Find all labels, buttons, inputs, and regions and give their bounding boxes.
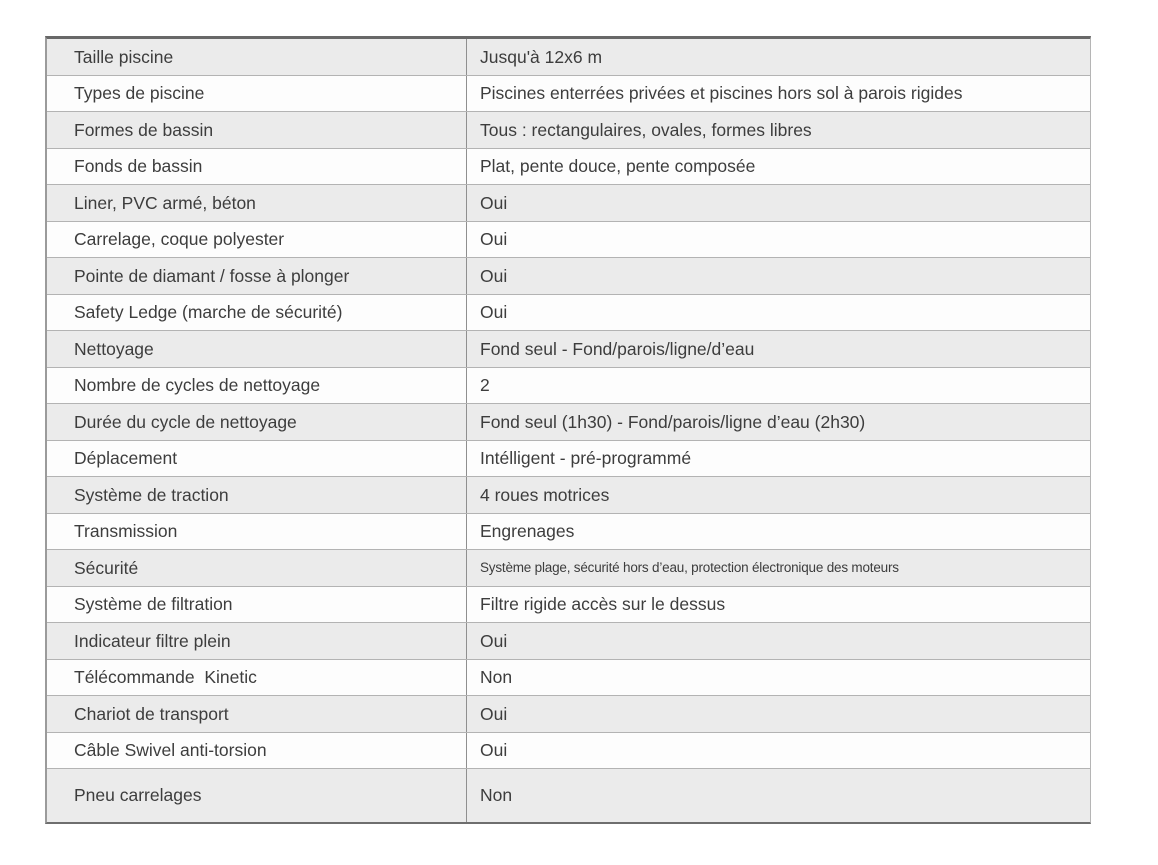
- table-row: [47, 696, 1090, 733]
- row-value: Fond seul (1h30) - Fond/parois/ligne d’eau (2h30): [480, 411, 866, 432]
- table-row: [47, 404, 1090, 441]
- table-row: [47, 295, 1090, 332]
- table-row: [47, 112, 1090, 149]
- table-row: [47, 477, 1090, 514]
- row-label: Transmission: [47, 514, 467, 550]
- row-value: Non: [480, 667, 513, 688]
- row-label: Liner, PVC armé, béton: [47, 185, 467, 221]
- row-value: Jusqu'à 12x6 m: [480, 46, 603, 67]
- table-row: [47, 733, 1090, 770]
- table-row: [47, 368, 1090, 405]
- table-row: [47, 76, 1090, 113]
- row-value: Oui: [480, 630, 508, 651]
- row-label: Sécurité: [47, 550, 467, 586]
- table-row: [47, 660, 1090, 697]
- row-label: Fonds de bassin: [47, 149, 467, 185]
- row-label: Pneu carrelages: [47, 769, 467, 822]
- table-row: [47, 623, 1090, 660]
- row-label: Durée du cycle de nettoyage: [47, 404, 467, 440]
- table-row: [47, 149, 1090, 186]
- row-label: Safety Ledge (marche de sécurité): [47, 295, 467, 331]
- row-label: Câble Swivel anti-torsion: [47, 733, 467, 769]
- row-value: Oui: [480, 302, 508, 323]
- table-row: [47, 258, 1090, 295]
- row-value: Oui: [480, 740, 508, 761]
- table-row: [47, 550, 1090, 587]
- row-value: Piscines enterrées privées et piscines hors sol à parois rigides: [480, 83, 963, 104]
- row-value: Engrenages: [480, 521, 575, 542]
- table-row: [47, 331, 1090, 368]
- row-value: Oui: [480, 265, 508, 286]
- row-value: Tous : rectangulaires, ovales, formes libres: [480, 119, 812, 140]
- row-value: Système plage, sécurité hors d’eau, protection électronique des moteurs: [480, 559, 899, 575]
- row-value: Oui: [480, 703, 508, 724]
- table-row: [47, 587, 1090, 624]
- row-value: Filtre rigide accès sur le dessus: [480, 594, 726, 615]
- row-label: Formes de bassin: [47, 112, 467, 148]
- row-value: 4 roues motrices: [480, 484, 610, 505]
- row-value: Intélligent - pré-programmé: [480, 448, 692, 469]
- spec-table: [45, 36, 1091, 824]
- row-label: Nombre de cycles de nettoyage: [47, 368, 467, 404]
- row-label: Télécommande Kinetic: [47, 660, 467, 696]
- row-value: 2: [480, 375, 490, 396]
- row-value: Oui: [480, 192, 508, 213]
- row-label: Pointe de diamant / fosse à plonger: [47, 258, 467, 294]
- table-row: [47, 441, 1090, 478]
- row-label: Système de filtration: [47, 587, 467, 623]
- row-label: Déplacement: [47, 441, 467, 477]
- row-label: Carrelage, coque polyester: [47, 222, 467, 258]
- row-value: Oui: [480, 229, 508, 250]
- table-row: [47, 222, 1090, 259]
- table-row: [47, 185, 1090, 222]
- row-value: Plat, pente douce, pente composée: [480, 156, 756, 177]
- row-value: Non: [480, 785, 513, 806]
- table-row: [47, 39, 1090, 76]
- row-label: Chariot de transport: [47, 696, 467, 732]
- row-value: Fond seul - Fond/parois/ligne/d’eau: [480, 338, 755, 359]
- row-label: Taille piscine: [47, 39, 467, 75]
- row-label: Types de piscine: [47, 76, 467, 112]
- row-label: Indicateur filtre plein: [47, 623, 467, 659]
- row-label: Nettoyage: [47, 331, 467, 367]
- row-label: Système de traction: [47, 477, 467, 513]
- table-row: [47, 769, 1090, 822]
- table-row: [47, 514, 1090, 551]
